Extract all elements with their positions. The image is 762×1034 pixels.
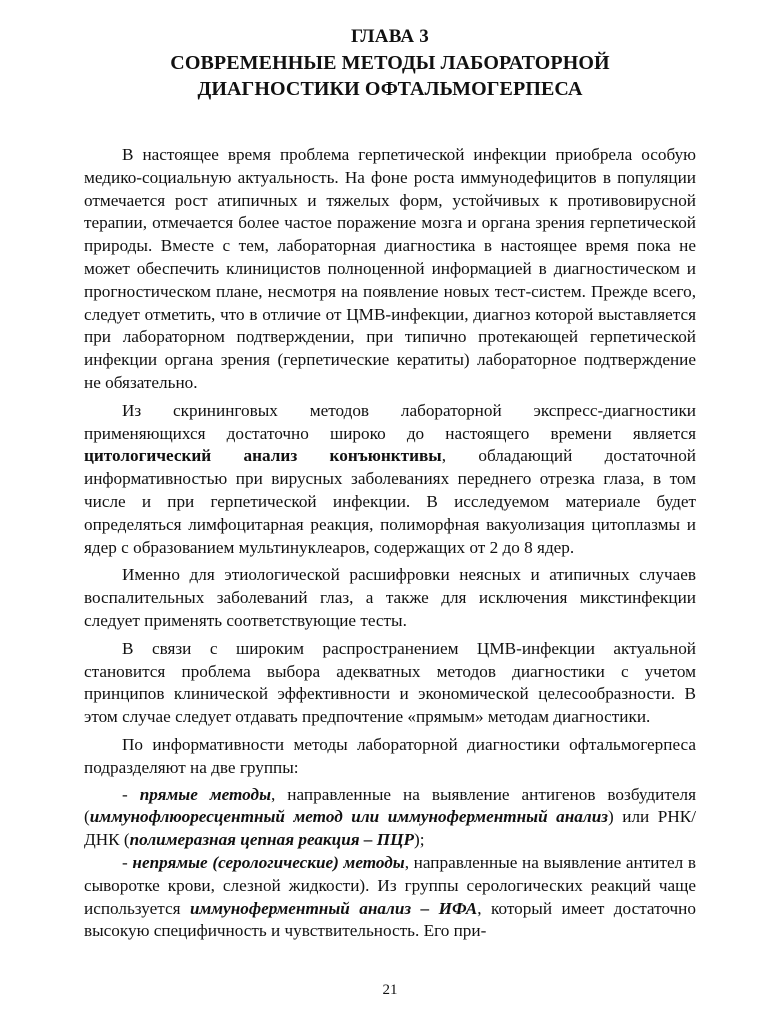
- paragraph-etiology: Именно для этиологической расшифровки неясных и атипичных случаев воспалительных заболеваний глаз, а также для исключения микстинфекции следует применять соответствующие тесты.: [84, 565, 696, 630]
- direct-methods-text-a: , направленные на выявление антигенов возбудителя (: [84, 784, 696, 827]
- paragraph-groups-intro: По информативности методы лабораторной диагностики офтальмогерпеса подразделяют на две группы:: [84, 734, 696, 777]
- chapter-body: [84, 144, 696, 943]
- list-dash: -: [122, 784, 140, 804]
- elisa-term: иммуноферментный анализ – ИФА: [189, 898, 478, 918]
- pcr-term: полимеразная цепная реакция – ПЦР: [129, 830, 415, 850]
- list-item-indirect-methods: [84, 852, 696, 943]
- chapter-heading: [84, 24, 696, 102]
- chapter-title-line-1: СОВРЕМЕННЫЕ МЕТОДЫ ЛАБОРАТОРНОЙ: [170, 52, 610, 74]
- list-dash: -: [122, 852, 133, 872]
- book-page: [84, 24, 696, 1014]
- paragraph-cmv: В связи с широким распространением ЦМВ-инфекции актуальной становится проблема выбора адекватных методов диагностики с учетом принципов клинической эффективности и экономической целесообразности. В этом случае следует отдавать предпочтение «прямым» методам диагностики.: [84, 638, 696, 727]
- direct-methods-examples: иммунофлюоресцентный метод или иммуноферментный анализ: [89, 807, 608, 827]
- paragraph-screening-text-b: , обладающий достаточной информативностью при вирусных заболеваниях переднего отрезка глаза, в том числе и при герпетической инфекции. В исследуемом материале будет определяться лимфоцитарная реакция, полиморфная вакуолизация цитоплазмы и ядер с образованием мультинуклеаров, содержащих от 2 до 8 ядер.: [84, 446, 697, 557]
- page-number: 21: [382, 982, 398, 998]
- chapter-title-line-2: ДИАГНОСТИКИ ОФТАЛЬМОГЕРПЕСА: [197, 78, 583, 100]
- direct-methods-term: прямые методы: [139, 784, 271, 804]
- paragraph-intro: В настоящее время проблема герпетической инфекции приобрела особую медико-социальную актуальность. На фоне роста иммунодефицитов в популяции отмечается рост атипичных и тяжелых форм, устойчивых к противовирусной терапии, отмечается более частое поражение мозга и органа зрения герпетической природы. Вместе с тем, лабораторная диагностика в настоящее время пока не может обеспечить клиницистов полноценной информацией в диагностическом и прогностическом плане, несмотря на появление новых тест-систем. Прежде всего, следует отметить, что в отличие от ЦМВ-инфекции, диагноз которой выставляется при лабораторном подтверждении, при типично протекающей герпетической инфекции органа зрения (герпетические кератиты) лабораторное подтверждение не обязательно.: [84, 145, 696, 392]
- direct-methods-text-b: ) или РНК/ДНК (: [84, 807, 696, 850]
- indirect-methods-text-a: , направленные на выявление антител в сыворотке крови, слезной жидкости). Из группы серологических реакций чаще используется: [84, 852, 696, 918]
- list-item-direct-methods: [84, 784, 696, 852]
- indirect-methods-text-b: , который имеет достаточно высокую специфичность и чувствительность. Его при-: [84, 898, 696, 941]
- indirect-methods-term: непрямые (серологические) методы: [132, 852, 405, 872]
- direct-methods-text-c: );: [414, 830, 425, 850]
- paragraph-screening-methods: [84, 400, 696, 560]
- paragraph-screening-text-a: Из скрининговых методов лабораторной экспресс-диагностики применяющихся достаточно широко до настоящего времени является: [84, 400, 696, 443]
- cytology-term: цитологический анализ конъюнктивы: [84, 446, 442, 466]
- chapter-number: ГЛАВА 3: [351, 26, 429, 47]
